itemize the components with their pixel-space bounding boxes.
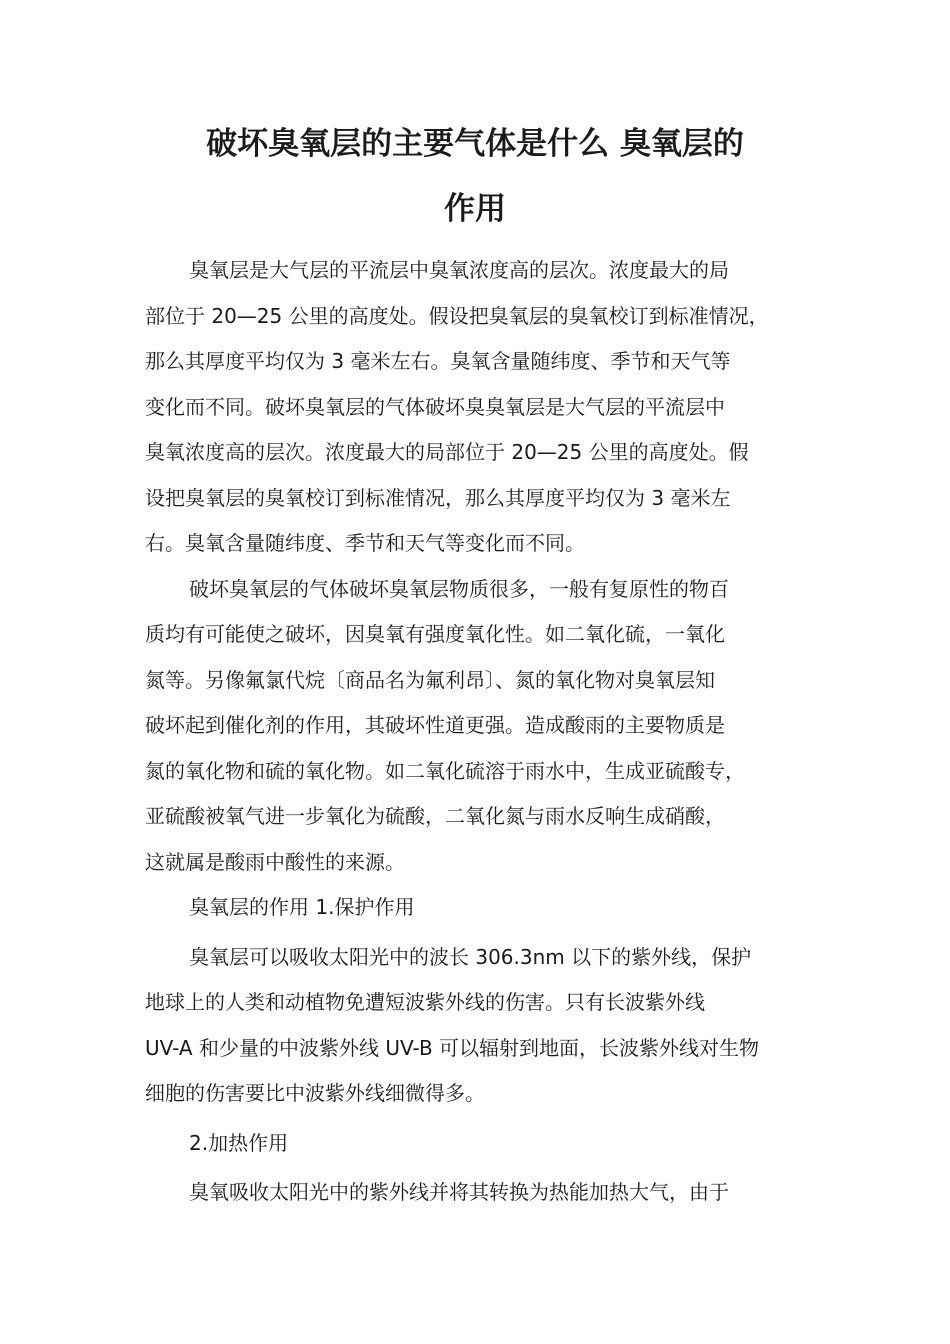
subheading-protection [145, 885, 815, 931]
text-line: 这就属是酸雨中酸性的来源。 [145, 849, 405, 874]
paragraph-destructive-gases [145, 567, 815, 886]
text-line: 氮等。另像氟氯代烷〔商品名为氟利昂〕、氮的氧化物对臭氧层知 [145, 667, 715, 692]
text-line: 臭氧浓度高的层次。浓度最大的局部位于 20—25 公里的高度处。假 [145, 440, 749, 464]
text-line: 破坏臭氧层的气体破坏臭氧层物质很多，一般有复原性的物百 [189, 576, 729, 601]
text-line: UV-A 和少量的中波紫外线 UV-B 可以辐射到地面，长波紫外线对生物 [145, 1035, 760, 1060]
text-line: 变化而不同。破坏臭氧层的气体破坏臭臭氧层是大气层的平流层中 [145, 394, 725, 419]
paragraph-protection [145, 935, 815, 1117]
text-line: 质均有可能使之破坏，因臭氧有强度氧化性。如二氧化硫，一氧化 [145, 622, 725, 646]
text-line: 部位于 20—25 公里的高度处。假设把臭氧层的臭氧校订到标准情况， [145, 303, 769, 328]
paragraph-ozone-layer-intro [145, 248, 815, 567]
text-line: 地球上的人类和动植物免遭短波紫外线的伤害。只有长波紫外线 [145, 990, 705, 1014]
text-line: 臭氧层的作用 1.保护作用 [189, 895, 415, 919]
document-title-line-1: 破坏臭氧层的主要气体是什么 臭氧层的 [206, 126, 744, 162]
text-line: 臭氧吸收太阳光中的紫外线并将其转换为热能加热大气，由于 [189, 1180, 729, 1204]
text-line: 右。臭氧含量随纬度、季节和天气等变化而不同。 [145, 531, 585, 555]
subheading-heating [145, 1121, 815, 1167]
text-line: 破坏起到催化剂的作用，其破坏性道更强。造成酸雨的主要物质是 [145, 713, 725, 737]
text-line: 2.加热作用 [189, 1130, 289, 1155]
paragraph-heating [145, 1170, 815, 1216]
document-title-line-2: 作用 [444, 191, 506, 227]
text-line: 氮的氧化物和硫的氧化物。如二氧化硫溶于雨水中，生成亚硫酸专， [145, 758, 745, 783]
text-line: 臭氧层是大气层的平流层中臭氧浓度高的层次。浓度最大的局 [189, 258, 729, 282]
text-line: 设把臭氧层的臭氧校订到标准情况，那么其厚度平均仅为 3 毫米左 [145, 485, 731, 510]
text-line: 那么其厚度平均仅为 3 毫米左右。臭氧含量随纬度、季节和天气等 [145, 349, 731, 373]
text-line: 臭氧层可以吸收太阳光中的波长 306.3nm 以下的紫外线，保护 [189, 944, 752, 969]
document-body [145, 248, 815, 1216]
text-line: 细胞的伤害要比中波紫外线细微得多。 [145, 1081, 485, 1105]
text-line: 亚硫酸被氧气进一步氧化为硫酸，二氧化氮与雨水反响生成硝酸， [145, 804, 725, 828]
